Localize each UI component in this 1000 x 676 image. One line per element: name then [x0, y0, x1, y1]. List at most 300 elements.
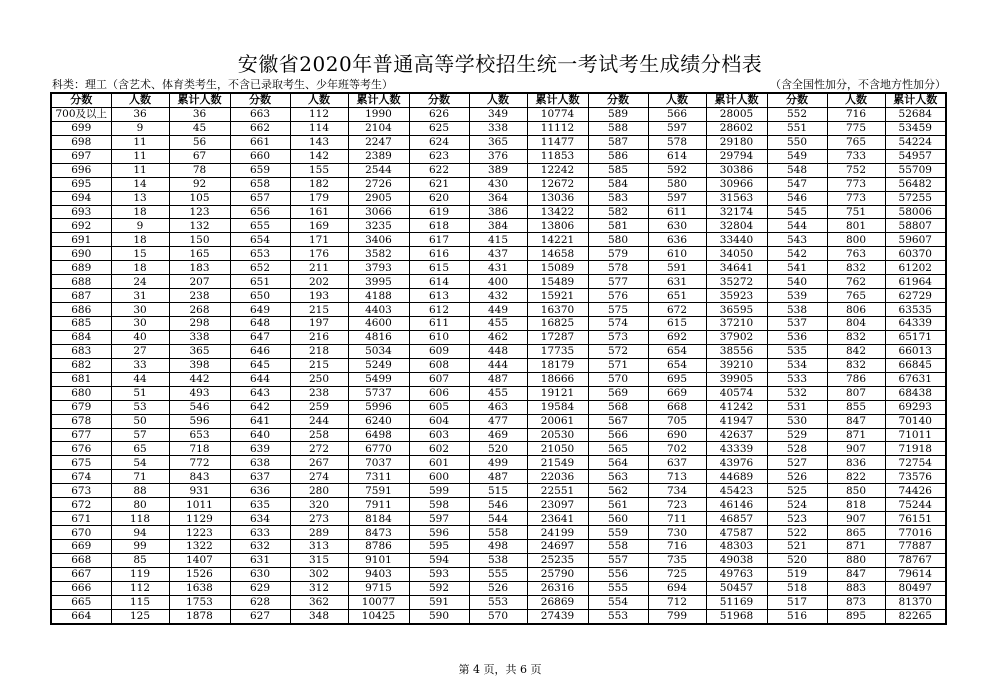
table-cell: 578: [648, 135, 706, 149]
table-row: [51, 526, 946, 540]
table-cell: 25235: [527, 553, 588, 567]
table-cell: 29180: [706, 135, 767, 149]
table-cell: 455: [469, 386, 527, 400]
table-cell: 15089: [527, 261, 588, 275]
table-cell: 10077: [348, 595, 409, 609]
table-cell: 42637: [706, 428, 767, 442]
table-cell: 49038: [706, 553, 767, 567]
table-cell: 11: [111, 149, 169, 163]
table-cell: 546: [469, 498, 527, 512]
table-cell: 444: [469, 358, 527, 372]
table-cell: 525: [767, 484, 827, 498]
table-cell: 651: [648, 289, 706, 303]
table-cell: 604: [409, 414, 469, 428]
table-cell: 855: [827, 400, 885, 414]
table-cell: 32174: [706, 205, 767, 219]
table-cell: 46146: [706, 498, 767, 512]
table-cell: 431: [469, 261, 527, 275]
table-cell: 5737: [348, 386, 409, 400]
table-cell: 1638: [169, 581, 230, 595]
table-cell: 365: [469, 135, 527, 149]
table-cell: 5249: [348, 358, 409, 372]
table-cell: 274: [290, 470, 348, 484]
table-cell: 931: [169, 484, 230, 498]
table-cell: 522: [767, 526, 827, 540]
table-cell: 365: [169, 344, 230, 358]
table-cell: 150: [169, 233, 230, 247]
table-cell: 667: [51, 567, 111, 581]
table-cell: 52684: [885, 107, 946, 121]
table-cell: 692: [51, 219, 111, 233]
table-cell: 620: [409, 191, 469, 205]
table-cell: 699: [51, 121, 111, 135]
table-cell: 730: [648, 526, 706, 540]
table-cell: 548: [767, 163, 827, 177]
table-cell: 21050: [527, 442, 588, 456]
table-row: [51, 595, 946, 609]
table-cell: 907: [827, 442, 885, 456]
table-row: [51, 275, 946, 289]
column-header: 累计人数: [885, 93, 946, 107]
table-cell: 302: [290, 567, 348, 581]
table-cell: 19584: [527, 400, 588, 414]
column-header: 人数: [290, 93, 348, 107]
table-cell: 692: [648, 330, 706, 344]
table-cell: 51: [111, 386, 169, 400]
table-row: [51, 303, 946, 317]
table-cell: 320: [290, 498, 348, 512]
table-cell: 674: [51, 470, 111, 484]
table-cell: 629: [230, 581, 290, 595]
table-cell: 17735: [527, 344, 588, 358]
table-cell: 693: [51, 205, 111, 219]
table-cell: 60370: [885, 247, 946, 261]
table-cell: 12242: [527, 163, 588, 177]
table-cell: 632: [230, 540, 290, 554]
table-cell: 655: [230, 219, 290, 233]
table-cell: 5034: [348, 344, 409, 358]
table-cell: 165: [169, 247, 230, 261]
table-cell: 88: [111, 484, 169, 498]
table-cell: 2247: [348, 135, 409, 149]
table-cell: 638: [230, 456, 290, 470]
table-cell: 555: [469, 567, 527, 581]
table-cell: 575: [588, 303, 648, 317]
table-cell: 2905: [348, 191, 409, 205]
table-cell: 7311: [348, 470, 409, 484]
table-cell: 61202: [885, 261, 946, 275]
table-row: [51, 135, 946, 149]
table-row: [51, 177, 946, 191]
table-row: [51, 456, 946, 470]
table-cell: 799: [648, 609, 706, 623]
table-cell: 3582: [348, 247, 409, 261]
table-cell: 463: [469, 400, 527, 414]
table-cell: 384: [469, 219, 527, 233]
table-cell: 57: [111, 428, 169, 442]
table-cell: 626: [409, 107, 469, 121]
table-cell: 677: [51, 428, 111, 442]
table-cell: 8184: [348, 512, 409, 526]
page-footer: 第 4 页，共 6 页: [458, 663, 542, 676]
table-cell: 662: [230, 121, 290, 135]
table-cell: 528: [767, 442, 827, 456]
table-row: [51, 107, 946, 121]
table-cell: 142: [290, 149, 348, 163]
column-header: 人数: [648, 93, 706, 107]
table-cell: 682: [51, 358, 111, 372]
table-cell: 516: [767, 609, 827, 623]
column-header: 人数: [469, 93, 527, 107]
table-cell: 658: [230, 177, 290, 191]
table-cell: 143: [290, 135, 348, 149]
table-cell: 580: [648, 177, 706, 191]
table-cell: 75244: [885, 498, 946, 512]
table-cell: 625: [409, 121, 469, 135]
table-cell: 654: [230, 233, 290, 247]
table-cell: 847: [827, 567, 885, 581]
table-cell: 628: [230, 595, 290, 609]
table-cell: 24697: [527, 540, 588, 554]
table-cell: 592: [648, 163, 706, 177]
table-cell: 13: [111, 191, 169, 205]
table-cell: 3406: [348, 233, 409, 247]
table-cell: 11112: [527, 121, 588, 135]
table-cell: 691: [51, 233, 111, 247]
table-cell: 686: [51, 303, 111, 317]
table-cell: 449: [469, 303, 527, 317]
table-cell: 1011: [169, 498, 230, 512]
table-cell: 462: [469, 330, 527, 344]
table-cell: 56: [169, 135, 230, 149]
table-cell: 544: [767, 219, 827, 233]
table-cell: 577: [588, 275, 648, 289]
table-cell: 573: [588, 330, 648, 344]
table-row: [51, 428, 946, 442]
table-cell: 118: [111, 512, 169, 526]
table-cell: 82265: [885, 609, 946, 623]
table-cell: 806: [827, 303, 885, 317]
table-cell: 600: [409, 470, 469, 484]
table-cell: 627: [230, 609, 290, 623]
table-row: [51, 609, 946, 623]
table-cell: 55709: [885, 163, 946, 177]
table-cell: 1753: [169, 595, 230, 609]
table-cell: 558: [588, 540, 648, 554]
table-cell: 602: [409, 442, 469, 456]
table-cell: 540: [767, 275, 827, 289]
table-cell: 289: [290, 526, 348, 540]
table-cell: 81370: [885, 595, 946, 609]
table-cell: 259: [290, 400, 348, 414]
table-header-row: [51, 93, 946, 107]
table-cell: 77016: [885, 526, 946, 540]
table-cell: 112: [111, 581, 169, 595]
table-cell: 72754: [885, 456, 946, 470]
table-cell: 907: [827, 512, 885, 526]
table-cell: 711: [648, 512, 706, 526]
table-cell: 640: [230, 428, 290, 442]
column-header: 分数: [588, 93, 648, 107]
table-cell: 718: [169, 442, 230, 456]
table-cell: 34050: [706, 247, 767, 261]
table-row: [51, 567, 946, 581]
table-cell: 1129: [169, 512, 230, 526]
table-cell: 15489: [527, 275, 588, 289]
table-cell: 639: [230, 442, 290, 456]
table-cell: 624: [409, 135, 469, 149]
table-cell: 705: [648, 414, 706, 428]
table-cell: 36: [169, 107, 230, 121]
table-cell: 37210: [706, 317, 767, 331]
table-cell: 312: [290, 581, 348, 595]
table-cell: 499: [469, 456, 527, 470]
table-cell: 712: [648, 595, 706, 609]
table-cell: 566: [588, 428, 648, 442]
table-cell: 26869: [527, 595, 588, 609]
table-cell: 773: [827, 177, 885, 191]
table-cell: 526: [469, 581, 527, 595]
table-cell: 197: [290, 317, 348, 331]
table-cell: 2104: [348, 121, 409, 135]
table-cell: 33440: [706, 233, 767, 247]
table-cell: 54224: [885, 135, 946, 149]
table-cell: 437: [469, 247, 527, 261]
table-cell: 775: [827, 121, 885, 135]
table-cell: 13036: [527, 191, 588, 205]
table-cell: 569: [588, 386, 648, 400]
table-cell: 687: [51, 289, 111, 303]
table-cell: 564: [588, 456, 648, 470]
table-cell: 581: [588, 219, 648, 233]
table-cell: 644: [230, 372, 290, 386]
table-cell: 822: [827, 470, 885, 484]
table-cell: 579: [588, 247, 648, 261]
table-cell: 556: [588, 567, 648, 581]
table-cell: 25790: [527, 567, 588, 581]
table-cell: 647: [230, 330, 290, 344]
table-cell: 580: [588, 233, 648, 247]
table-cell: 79614: [885, 567, 946, 581]
table-cell: 669: [648, 386, 706, 400]
table-cell: 645: [230, 358, 290, 372]
column-header: 分数: [230, 93, 290, 107]
table-cell: 24: [111, 275, 169, 289]
table-cell: 542: [767, 247, 827, 261]
table-cell: 34641: [706, 261, 767, 275]
table-row: [51, 247, 946, 261]
table-cell: 386: [469, 205, 527, 219]
table-cell: 23097: [527, 498, 588, 512]
table-cell: 529: [767, 428, 827, 442]
table-cell: 22036: [527, 470, 588, 484]
table-cell: 527: [767, 456, 827, 470]
table-cell: 524: [767, 498, 827, 512]
table-cell: 631: [648, 275, 706, 289]
table-cell: 637: [648, 456, 706, 470]
table-cell: 18: [111, 261, 169, 275]
table-cell: 8473: [348, 526, 409, 540]
table-cell: 54957: [885, 149, 946, 163]
table-cell: 9: [111, 219, 169, 233]
table-cell: 676: [51, 442, 111, 456]
table-cell: 155: [290, 163, 348, 177]
table-cell: 29794: [706, 149, 767, 163]
table-cell: 636: [230, 484, 290, 498]
table-cell: 566: [648, 107, 706, 121]
table-row: [51, 261, 946, 275]
table-cell: 773: [827, 191, 885, 205]
table-cell: 1878: [169, 609, 230, 623]
table-cell: 44: [111, 372, 169, 386]
table-cell: 32804: [706, 219, 767, 233]
table-cell: 315: [290, 553, 348, 567]
table-cell: 585: [588, 163, 648, 177]
table-cell: 533: [767, 372, 827, 386]
table-cell: 660: [230, 149, 290, 163]
table-cell: 4600: [348, 317, 409, 331]
table-cell: 64339: [885, 317, 946, 331]
table-cell: 631: [230, 553, 290, 567]
table-cell: 558: [469, 526, 527, 540]
table-cell: 617: [409, 233, 469, 247]
table-cell: 20061: [527, 414, 588, 428]
table-cell: 71: [111, 470, 169, 484]
table-cell: 751: [827, 205, 885, 219]
table-cell: 546: [169, 400, 230, 414]
table-cell: 272: [290, 442, 348, 456]
table-cell: 683: [51, 344, 111, 358]
table-cell: 616: [409, 247, 469, 261]
table-cell: 6498: [348, 428, 409, 442]
column-header: 人数: [111, 93, 169, 107]
table-row: [51, 289, 946, 303]
table-cell: 27439: [527, 609, 588, 623]
table-cell: 661: [230, 135, 290, 149]
table-cell: 537: [767, 317, 827, 331]
table-cell: 1322: [169, 540, 230, 554]
table-cell: 611: [648, 205, 706, 219]
table-cell: 3066: [348, 205, 409, 219]
table-row: [51, 219, 946, 233]
column-header: 累计人数: [706, 93, 767, 107]
table-cell: 216: [290, 330, 348, 344]
table-cell: 16370: [527, 303, 588, 317]
table-cell: 161: [290, 205, 348, 219]
table-row: [51, 149, 946, 163]
table-cell: 62729: [885, 289, 946, 303]
table-cell: 544: [469, 512, 527, 526]
table-cell: 63535: [885, 303, 946, 317]
table-cell: 67631: [885, 372, 946, 386]
table-cell: 694: [648, 581, 706, 595]
table-cell: 572: [588, 344, 648, 358]
table-cell: 10425: [348, 609, 409, 623]
table-cell: 635: [230, 498, 290, 512]
table-cell: 20530: [527, 428, 588, 442]
table-cell: 268: [169, 303, 230, 317]
table-cell: 4816: [348, 330, 409, 344]
table-cell: 657: [230, 191, 290, 205]
table-cell: 586: [588, 149, 648, 163]
table-cell: 49763: [706, 567, 767, 581]
table-cell: 11: [111, 163, 169, 177]
table-cell: 125: [111, 609, 169, 623]
table-cell: 570: [469, 609, 527, 623]
column-header: 累计人数: [527, 93, 588, 107]
table-cell: 39905: [706, 372, 767, 386]
table-row: [51, 372, 946, 386]
table-cell: 132: [169, 219, 230, 233]
table-cell: 618: [409, 219, 469, 233]
table-row: [51, 470, 946, 484]
table-cell: 613: [409, 289, 469, 303]
table-cell: 734: [648, 484, 706, 498]
table-cell: 539: [767, 289, 827, 303]
table-cell: 538: [469, 553, 527, 567]
table-cell: 18666: [527, 372, 588, 386]
table-cell: 659: [230, 163, 290, 177]
table-cell: 18: [111, 233, 169, 247]
table-cell: 193: [290, 289, 348, 303]
table-cell: 895: [827, 609, 885, 623]
table-cell: 183: [169, 261, 230, 275]
table-cell: 51169: [706, 595, 767, 609]
table-cell: 723: [648, 498, 706, 512]
table-cell: 338: [469, 121, 527, 135]
table-cell: 58807: [885, 219, 946, 233]
table-cell: 832: [827, 358, 885, 372]
table-cell: 244: [290, 414, 348, 428]
table-cell: 716: [648, 540, 706, 554]
table-cell: 18: [111, 205, 169, 219]
table-cell: 76151: [885, 512, 946, 526]
table-cell: 56482: [885, 177, 946, 191]
table-cell: 606: [409, 386, 469, 400]
table-cell: 2389: [348, 149, 409, 163]
table-cell: 13422: [527, 205, 588, 219]
table-cell: 5499: [348, 372, 409, 386]
table-cell: 50: [111, 414, 169, 428]
table-row: [51, 344, 946, 358]
table-cell: 534: [767, 358, 827, 372]
table-cell: 588: [588, 121, 648, 135]
table-row: [51, 498, 946, 512]
table-cell: 601: [409, 456, 469, 470]
table-cell: 211: [290, 261, 348, 275]
table-cell: 832: [827, 261, 885, 275]
table-cell: 30386: [706, 163, 767, 177]
table-cell: 654: [648, 344, 706, 358]
table-cell: 597: [648, 121, 706, 135]
column-header: 累计人数: [169, 93, 230, 107]
table-cell: 594: [409, 553, 469, 567]
table-cell: 11: [111, 135, 169, 149]
table-cell: 46857: [706, 512, 767, 526]
table-cell: 589: [588, 107, 648, 121]
table-cell: 39210: [706, 358, 767, 372]
table-cell: 807: [827, 386, 885, 400]
table-cell: 455: [469, 317, 527, 331]
table-cell: 9: [111, 121, 169, 135]
page-title: 安徽省2020年普通高等学校招生统一考试考生成绩分档表: [237, 52, 763, 76]
table-row: [51, 330, 946, 344]
table-cell: 114: [290, 121, 348, 135]
table-cell: 591: [648, 261, 706, 275]
table-cell: 663: [230, 107, 290, 121]
table-cell: 519: [767, 567, 827, 581]
table-cell: 61964: [885, 275, 946, 289]
